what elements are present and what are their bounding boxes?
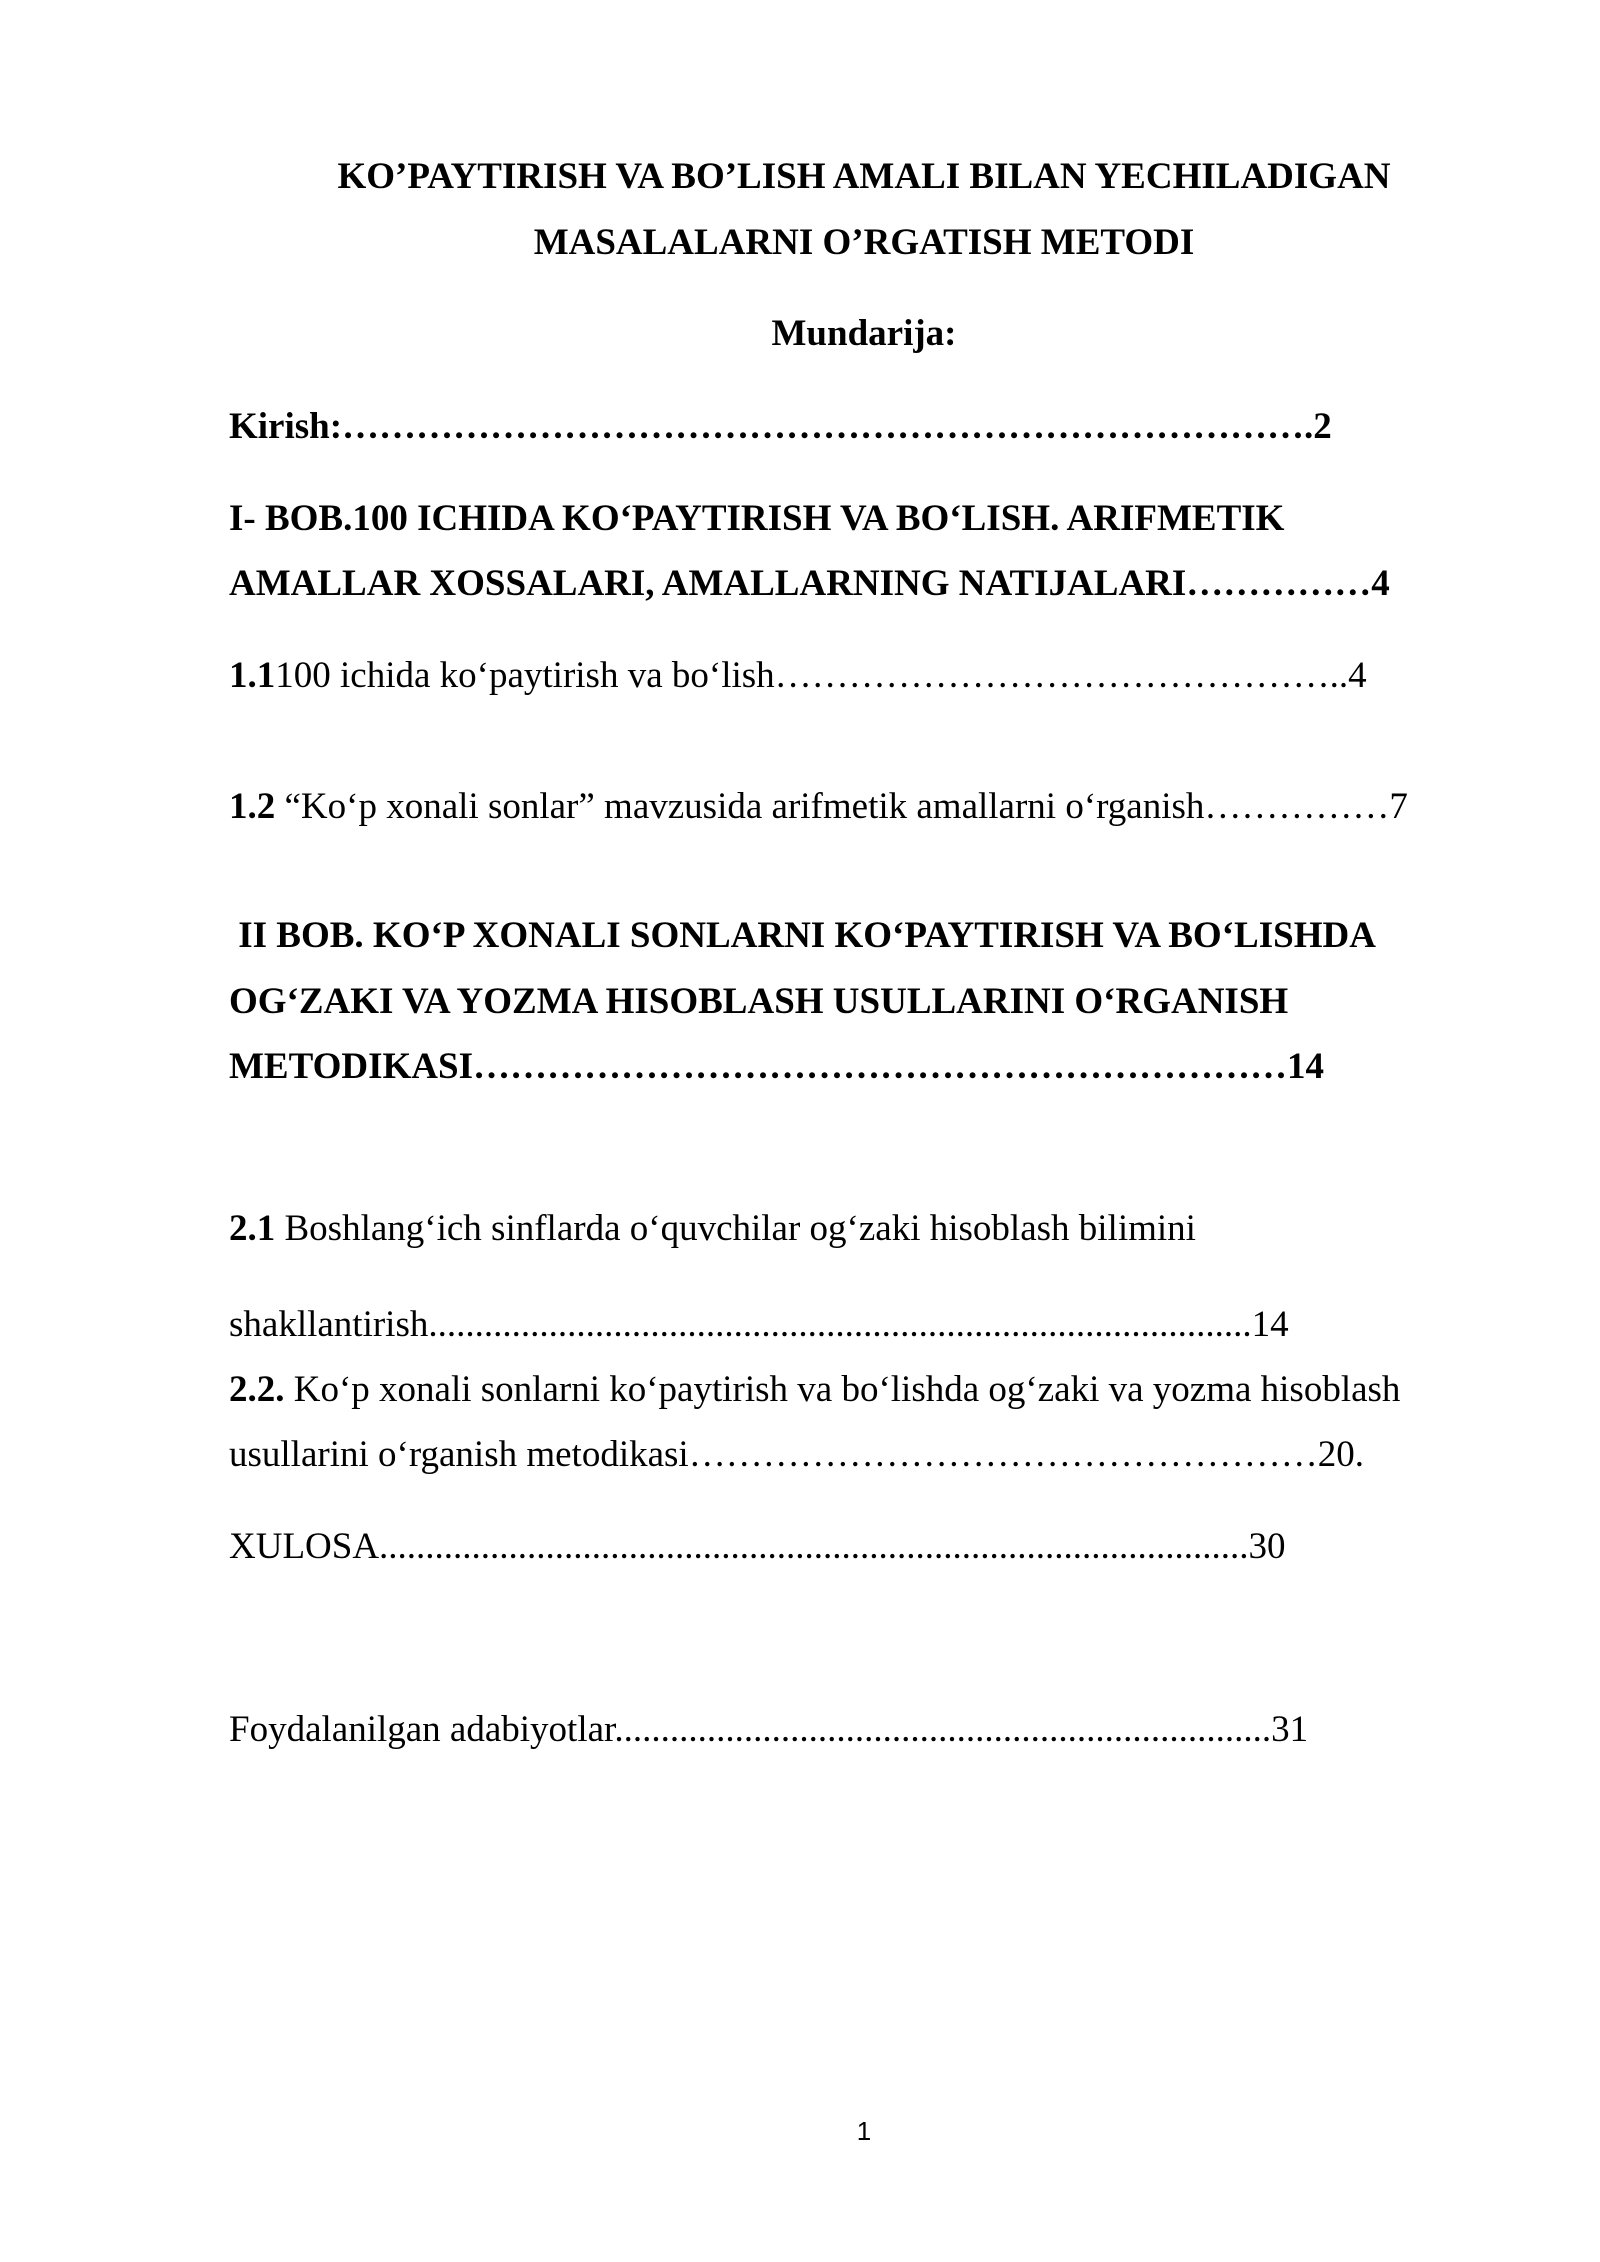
toc-section-2-2-continuation: usullarini o‘rganish metodikasi……………………………………………20. xyxy=(229,1434,1364,1475)
toc-section-title: Ko‘p xonali sonlarni ko‘paytirish va bo‘lishda og‘zaki va yozma hisoblash xyxy=(284,1369,1401,1410)
toc-chapter-2-line-1: II BOB. KO‘P XONALI SONLARNI KO‘PAYTIRISH VA BO‘LISHDA xyxy=(229,915,1376,956)
toc-section-title: Boshlang‘ich sinflarda o‘quvchilar og‘zaki hisoblash bilimini xyxy=(275,1208,1196,1249)
toc-entry-kirish: Kirish:…………………………………………………………………….2 xyxy=(229,406,1332,447)
toc-section-2-1 xyxy=(229,1210,1196,1247)
toc-section-number: 1.1 xyxy=(229,655,276,696)
toc-section-title: 100 ichida ko‘paytirish va bo‘lish………………………………………..4 xyxy=(275,655,1367,696)
contents-heading: Mundarija: xyxy=(771,313,957,354)
toc-section-1-2 xyxy=(229,788,1408,825)
toc-section-number: 2.1 xyxy=(229,1208,276,1249)
toc-section-number: 2.2. xyxy=(229,1369,285,1410)
document-title-line-2: MASALALARNI O’RGATISH METODI xyxy=(533,222,1195,263)
toc-section-number: 1.2 xyxy=(229,786,276,827)
toc-entry-adabiyotlar: Foydalanilgan adabiyotlar.......................................................................31 xyxy=(229,1709,1309,1750)
toc-section-1-1 xyxy=(229,657,1367,694)
toc-entry-xulosa: XULOSA..............................................................................................30 xyxy=(229,1526,1286,1567)
toc-section-2-1-continuation: shakllantirish.........................................................................................14 xyxy=(229,1304,1289,1345)
toc-chapter-2-line-3: METODIKASI…………………………………………………………14 xyxy=(229,1046,1324,1087)
toc-section-title: “Ko‘p xonali sonlar” mavzusida arifmetik amallarni o‘rganish……………7 xyxy=(275,786,1408,827)
toc-section-2-2 xyxy=(229,1371,1400,1408)
toc-chapter-2-line-2: OG‘ZAKI VA YOZMA HISOBLASH USULLARINI O‘RGANISH xyxy=(229,981,1289,1022)
toc-chapter-1-line-1: I- BOB.100 ICHIDA KO‘PAYTIRISH VA BO‘LISH. ARIFMETIK xyxy=(229,498,1285,539)
page-number: 1 xyxy=(856,2116,872,2146)
toc-chapter-1-line-2: AMALLAR XOSSALARI, AMALLARNING NATIJALARI……………4 xyxy=(229,563,1390,604)
document-title-line-1: KO’PAYTIRISH VA BO’LISH AMALI BILAN YECHILADIGAN xyxy=(337,156,1391,197)
